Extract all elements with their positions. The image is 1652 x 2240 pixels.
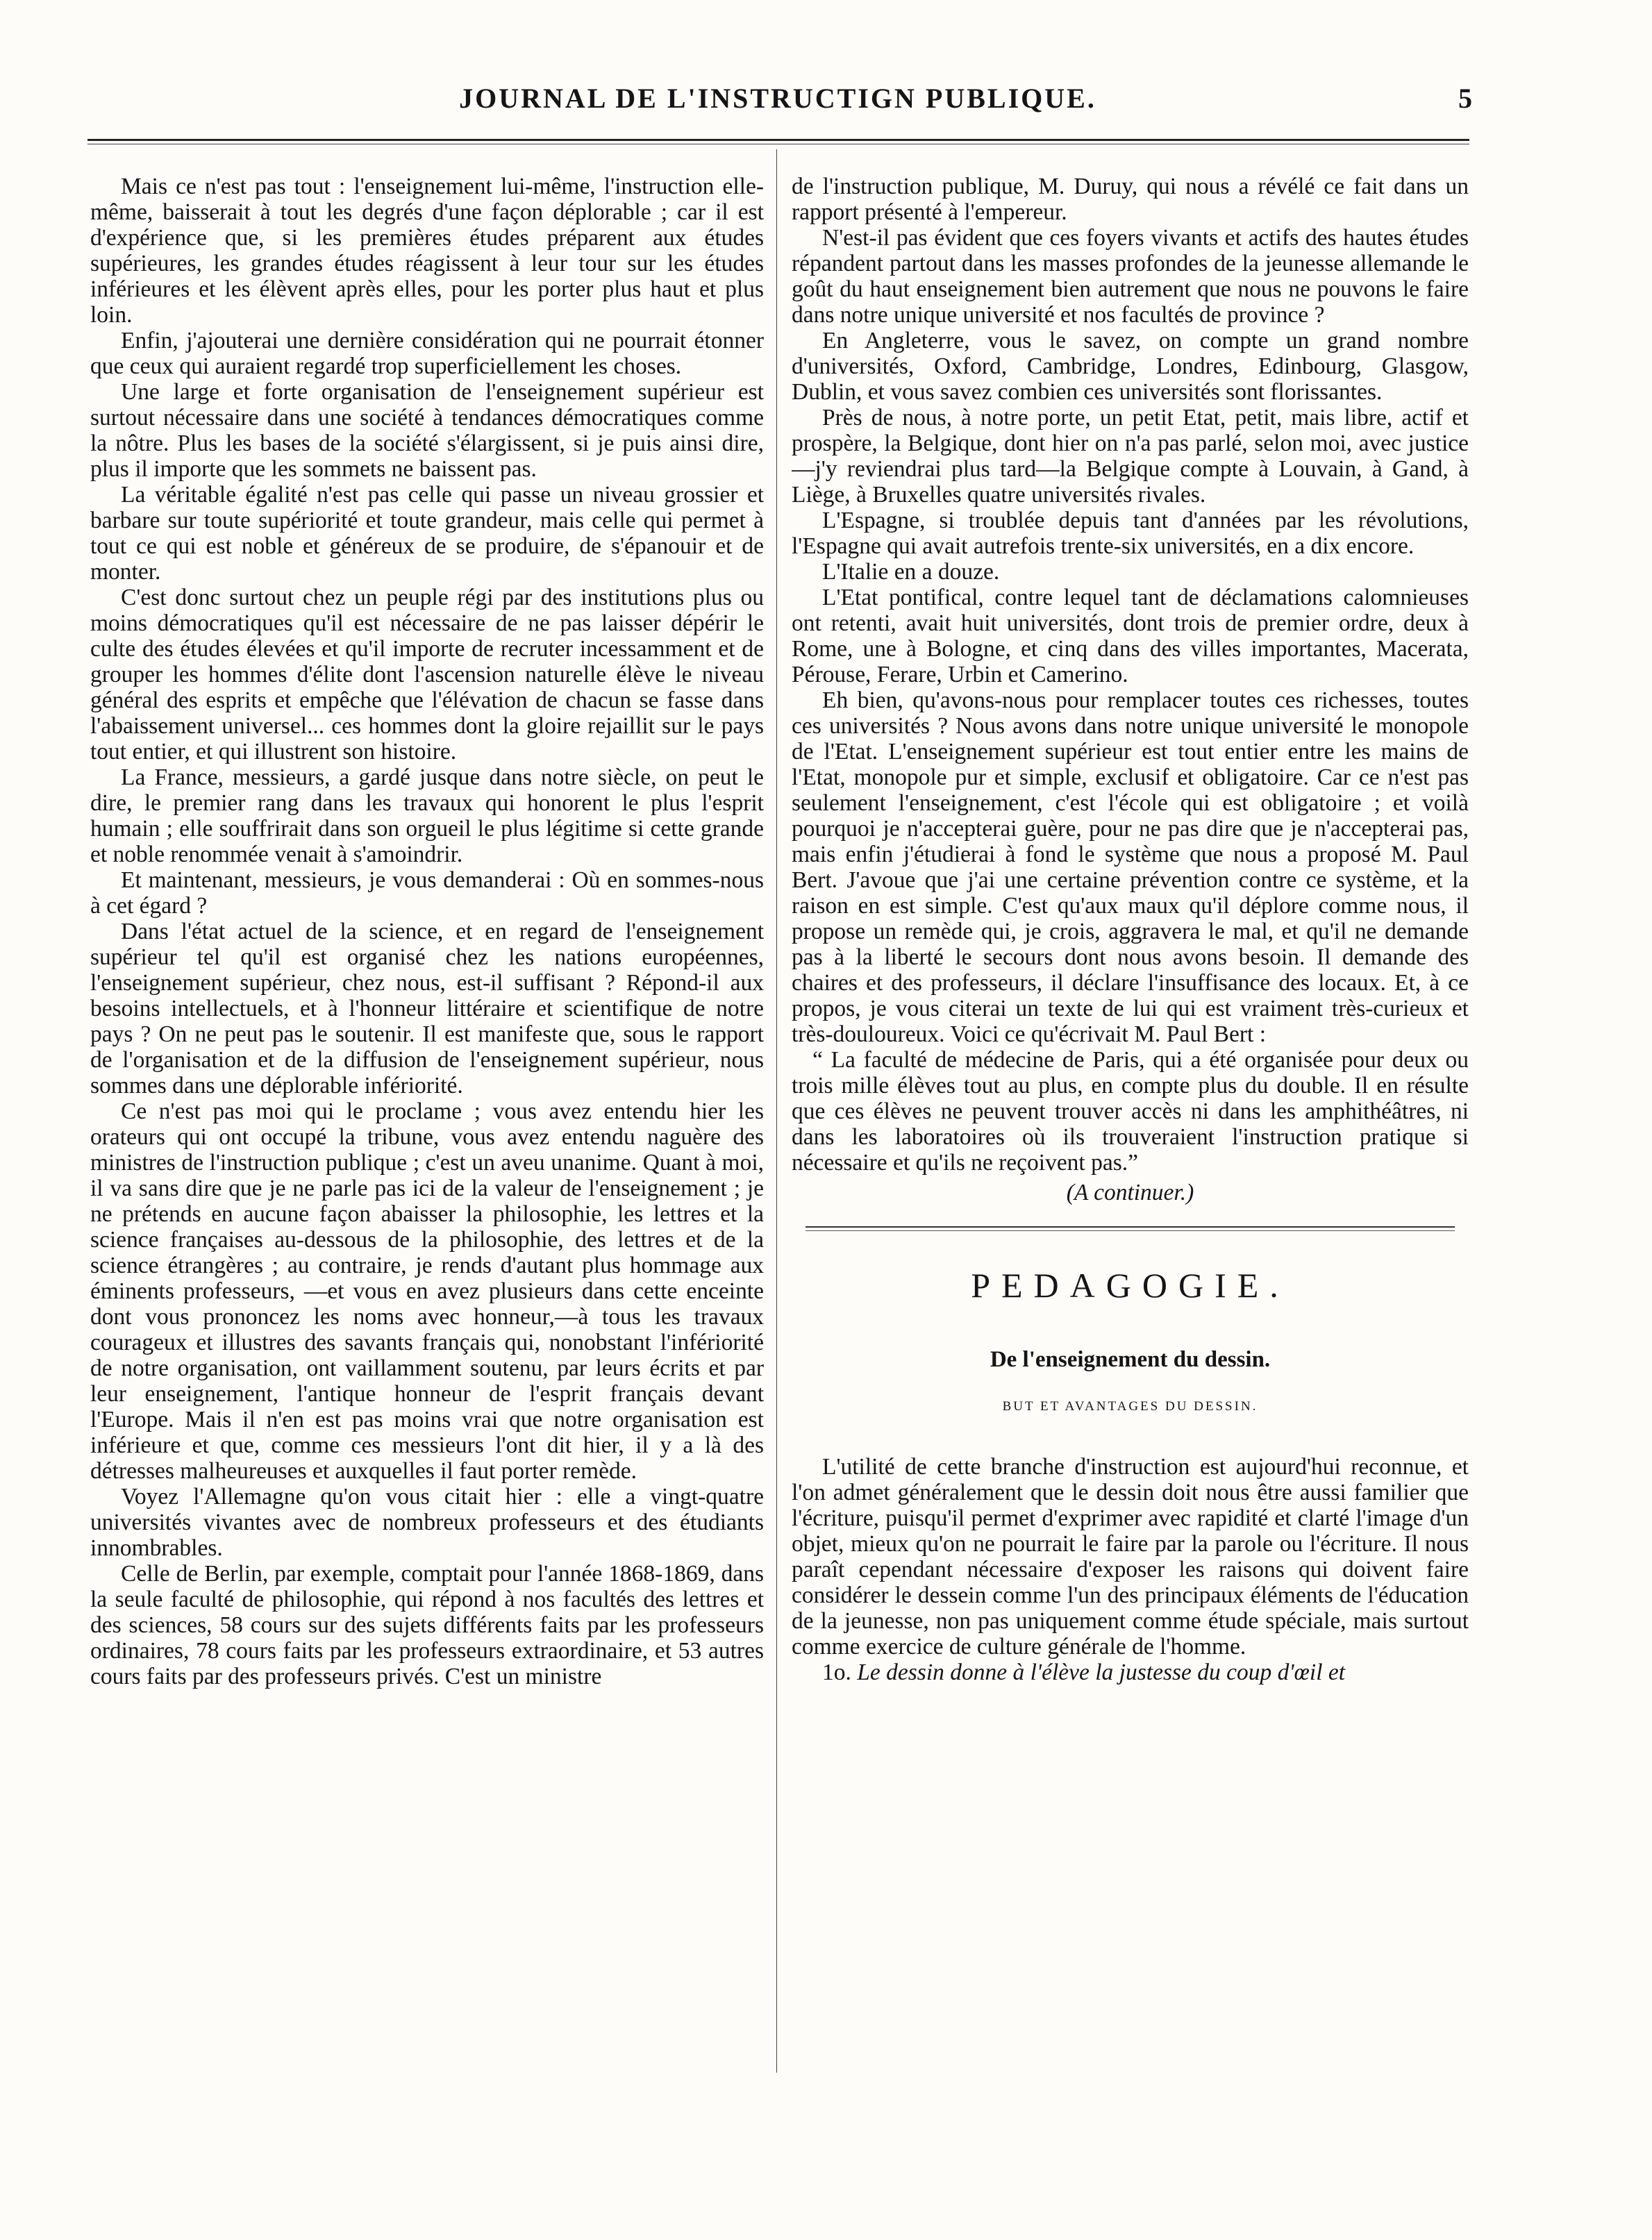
paragraph: Et maintenant, messieurs, je vous demanderai : Où en sommes-nous à cet égard ? — [90, 867, 764, 919]
right-column — [792, 174, 1469, 2076]
article-title: De l'enseignement du dessin. — [990, 1347, 1271, 1372]
left-column — [90, 174, 764, 2076]
page-number: 5 — [1458, 83, 1472, 114]
continue-note: (A continuer.) — [1066, 1180, 1194, 1205]
column-divider — [776, 149, 777, 2073]
paragraph: de l'instruction publique, M. Duruy, qui nous a révélé ce fait dans un rapport présenté à l'empereur. — [792, 174, 1469, 225]
paragraph: Près de nous, à notre porte, un petit Etat, petit, mais libre, actif et prospère, la Belgique, dont hier on n'a pas parlé, selon moi, avec justice—j'y reviendrai plus tard—la Belgique compte à Louvain, à Gand, à Liège, à Bruxelles quatre universités rivales. — [792, 405, 1469, 508]
paragraph: Dans l'état actuel de la science, et en regard de l'enseignement supérieur tel qu'il est organisé chez les nations européennes, l'enseignement supérieur, chez nous, est-il suffisant ? Répond-il aux besoins intellectuels, et à l'honneur littéraire et scientifique de notre pays ? On ne peut pas le soutenir. Il est manifeste que, sous le rapport de l'organisation et de la diffusion de l'enseignement supérieur, nous sommes dans une déplorable infériorité. — [90, 919, 764, 1098]
point-number: 1o. — [822, 1660, 851, 1685]
paragraph: L'Italie en a douze. — [822, 559, 1000, 585]
section-rule — [806, 1226, 1455, 1231]
paragraph: Voyez l'Allemagne qu'on vous citait hier : elle a vingt-quatre universités vivantes avec de nombreux professeurs et des étudiants innombrables. — [90, 1484, 764, 1561]
paragraph: Ce n'est pas moi qui le proclame ; vous avez entendu hier les orateurs qui ont occupé la tribune, vous avez entendu naguère des ministres de l'instruction publique ; c'est un aveu unanime. Quant à moi, il va sans dire que je ne parle pas ici de la valeur de l'enseignement ; je ne prétends en aucune façon abaisser la philosophie, les lettres et la science françaises au-dessous de la philosophie, des lettres et de la science étrangères ; au contraire, je rends d'autant plus hommage aux éminents professeurs, —et vous en avez plusieurs dans cette enceinte dont vous prononcez les noms avec honneur,—à tous les travaux courageux et illustres des savants français qui, nonobstant l'infériorité de notre organisation, ont vaillamment soutenu, par leurs écrits et par leur enseignement, l'antique honneur de l'esprit français devant l'Europe. Mais il n'en est pas moins vrai que notre organisation est inférieure et que, comme ces messieurs l'ont dit hier, il y a là des détresses malheureuses et auxquelles il faut porter remède. — [90, 1098, 764, 1484]
journal-title: JOURNAL DE L'INSTRUCTIGN PUBLIQUE. — [459, 83, 1096, 114]
paragraph: L'utilité de cette branche d'instruction est aujourd'hui reconnue, et l'on admet généralement que le dessin doit nous être aussi familier que l'écriture, puisqu'il permet d'exprimer avec rapidité et clarté l'image d'un objet, mieux qu'on ne pourrait le faire par la parole ou l'écriture. Il nous paraît cependant nécessaire d'exposer les raisons qui doivent faire considérer le dessein comme l'un des principaux éléments de l'éducation de la jeunesse, non pas uniquement comme étude spéciale, mais surtout comme exercice de culture générale de l'homme. — [792, 1454, 1469, 1660]
point-text: Le dessin donne à l'élève la justesse du coup d'œil et — [857, 1660, 1346, 1685]
page-header — [83, 82, 1472, 124]
paragraph: L'Etat pontifical, contre lequel tant de déclamations calomnieuses ont retenti, avait huit universités, dont trois de premier ordre, deux à Rome, une à Bologne, et cinq dans des villes importantes, Macerata, Pérouse, Ferare, Urbin et Camerino. — [792, 585, 1469, 687]
paragraph: La France, messieurs, a gardé jusque dans notre siècle, on peut le dire, le premier rang dans les travaux qui honorent le plus l'esprit humain ; elle souffrirait dans son orgueil le plus légitime si cette grande et noble renommée venait à s'amoindrir. — [90, 764, 764, 867]
paragraph: C'est donc surtout chez un peuple régi par des institutions plus ou moins démocratiques qu'il est nécessaire de ne pas laisser dépérir le culte des études élevées et qu'il importe de recruter incessamment et de grouper les hommes d'élite dont l'ascension naturelle élève le niveau général des esprits et empêche que l'élévation de chacun se fasse dans l'abaissement universel... ces hommes dont la gloire rejaillit sur le pays tout entier, et qui illustrent son histoire. — [90, 585, 764, 764]
article-subtitle: BUT ET AVANTAGES DU DESSIN. — [1002, 1399, 1258, 1414]
header-rule — [87, 139, 1469, 144]
paragraph: La véritable égalité n'est pas celle qui passe un niveau grossier et barbare sur toute supériorité et toute grandeur, mais celle qui permet à tout ce qui est noble et généreux de se produire, de s'épanouir et de monter. — [90, 482, 764, 585]
paragraph: En Angleterre, vous le savez, on compte un grand nombre d'universités, Oxford, Cambridge, Londres, Edinbourg, Glasgow, Dublin, et vous savez combien ces universités sont florissantes. — [792, 328, 1469, 405]
paragraph: Une large et forte organisation de l'enseignement supérieur est surtout nécessaire dans une société à tendances démocratiques comme la nôtre. Plus les bases de la société s'élargissent, si je puis ainsi dire, plus il importe que les sommets ne baissent pas. — [90, 379, 764, 482]
quotation: “ La faculté de médecine de Paris, qui a été organisée pour deux ou trois mille élèves tout au plus, en compte plus du double. Il en résulte que ces élèves ne peuvent trouver accès ni dans les amphithéâtres, ni dans les laboratoires où ils trouveraient l'instruction pratique si nécessaire et qu'ils ne reçoivent pas.” — [792, 1047, 1469, 1176]
paragraph: Celle de Berlin, par exemple, comptait pour l'année 1868-1869, dans la seule faculté de philosophie, qui répond à nos facultés des lettres et des sciences, 58 cours sur des sujets différents faits par les professeurs ordinaires, 78 cours faits par les professeurs extraordinaire, et 53 autres cours faits par des professeurs privés. C'est un ministre — [90, 1561, 764, 1689]
numbered-point — [792, 1660, 1469, 1685]
paragraph: L'Espagne, si troublée depuis tant d'années par les révolutions, l'Espagne qui avait autrefois trente-six universités, en a dix encore. — [792, 508, 1469, 559]
paragraph: Eh bien, qu'avons-nous pour remplacer toutes ces richesses, toutes ces universités ? Nous avons dans notre unique université le monopole de l'Etat. L'enseignement supérieur est tout entier entre les mains de l'Etat, monopole pur et simple, exclusif et obligatoire. Car ce n'est pas seulement l'enseignement, c'est l'école qui est obligatoire ; et voilà pourquoi je n'accepterai guère, pour ne pas dire que je n'accepterai pas, mais enfin j'étudierai à fond le système que nous a proposé M. Paul Bert. J'avoue que j'ai une certaine prévention contre ce système, et la raison en est simple. C'est qu'aux maux qu'il déplore comme nous, il propose un remède qui, je crois, aggravera le mal, et qu'il ne demande pas à la liberté le secours dont nous avons besoin. Il demande des chaires et des professeurs, il déclare l'insuffisance des locaux. Et, à ce propos, je vous citerai un texte de lui qui est vraiment très-curieux et très-douloureux. Voici ce qu'écrivait M. Paul Bert : — [792, 687, 1469, 1047]
paragraph: Enfin, j'ajouterai une dernière considération qui ne pourrait étonner que ceux qui auraient regardé trop superficiellement les choses. — [90, 328, 764, 379]
paragraph: Mais ce n'est pas tout : l'enseignement lui-même, l'instruction elle-même, baisserait à tout les degrés d'une façon déplorable ; car il est d'expérience que, si les premières études préparent aux études supérieures, les grandes études réagissent à leur tour sur les études inférieures et les élèvent après elles, pour les porter plus haut et plus loin. — [90, 174, 764, 328]
section-title: PEDAGOGIE. — [971, 1266, 1290, 1305]
paragraph: N'est-il pas évident que ces foyers vivants et actifs des hautes études répandent partout dans les masses profondes de la jeunesse allemande le goût du haut enseignement bien autrement que nous ne pouvons le faire dans notre unique université et nos facultés de province ? — [792, 225, 1469, 328]
